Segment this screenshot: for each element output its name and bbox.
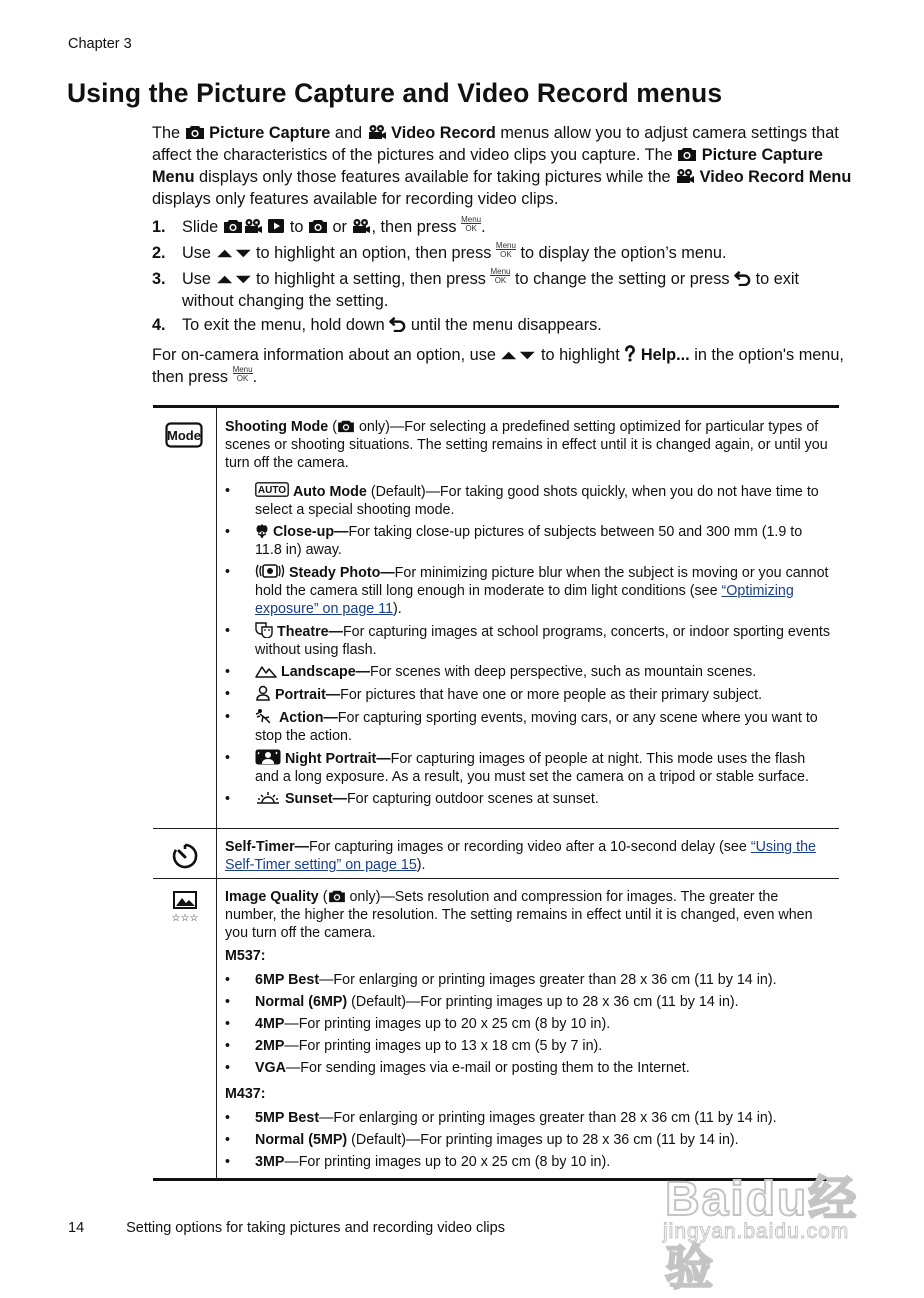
video-camera-icon — [243, 218, 263, 234]
watermark-logo-text: Baidu经验 — [665, 1173, 859, 1295]
auto-mode-icon — [255, 482, 289, 497]
quality-stars: ☆☆☆ — [171, 913, 199, 924]
step-text: to highlight a setting, then press — [256, 270, 486, 288]
list-item: • Night Portrait—For capturing images of people at night. This mode uses the flash and a long exposure. As a result, you must set the camera on a tripod or stable surface. — [225, 749, 831, 786]
list-item: • 5MP Best—For enlarging or printing images greater than 28 x 36 cm (11 by 14 in). — [225, 1109, 831, 1127]
image-quality-icon — [167, 891, 203, 924]
help-text: to highlight — [540, 346, 620, 364]
list-item: • AUTO Auto Mode (Default)—For taking good shots quickly, when you do not have time to select a special shooting mode. — [225, 482, 831, 519]
camera-icon — [223, 218, 243, 234]
mode-icon-label: Mode — [167, 428, 201, 443]
back-arrow-icon — [389, 315, 406, 332]
steady-photo-icon — [255, 563, 285, 579]
step-text: Use — [182, 244, 211, 262]
table-divider — [216, 408, 217, 1178]
up-down-arrows-icon — [216, 247, 252, 260]
camera-icon — [185, 124, 205, 140]
menu-ok-button-icon: Menu OK — [495, 241, 516, 259]
step-text: to display the option’s menu. — [520, 244, 727, 262]
auto-mode-icon-label: • AUTO — [257, 485, 287, 497]
list-item: • Close-up—For taking close-up pictures of subjects between 50 and 300 mm (1.9 to 11.8 in) away. — [225, 523, 831, 559]
optimizing-exposure-link[interactable]: “Optimizing exposure” on page 11 — [255, 583, 794, 617]
footer-title: Setting options for taking pictures and recording video clips — [126, 1220, 505, 1236]
video-record-menu-label: Video Record Menu — [699, 168, 852, 186]
intro-text-4: displays only features available for recording video clips. — [152, 190, 559, 208]
intro-text-1: The — [152, 124, 181, 142]
theatre-masks-icon — [255, 622, 273, 638]
step-1 — [152, 216, 852, 238]
model-m537-heading: M537: — [225, 948, 266, 964]
chapter-label: Chapter 3 — [68, 36, 132, 52]
self-timer-desc: Self-Timer—For capturing images or recording video after a 10-second delay (see “Using the Self-Timer setting” on page 15). — [225, 839, 816, 873]
step-text: to change the setting or press — [515, 270, 730, 288]
video-camera-icon — [675, 168, 695, 184]
step-4 — [152, 314, 852, 336]
video-camera-icon — [367, 124, 387, 140]
sunset-icon — [255, 790, 281, 805]
help-question-icon — [624, 345, 636, 362]
watermark-url: jingyan.baidu.com — [663, 1220, 850, 1243]
step-text: , then press — [371, 218, 457, 236]
list-item: • Portrait—For pictures that have one or more people as their primary subject. — [225, 685, 831, 704]
page-footer — [68, 1220, 505, 1236]
step-text: to exit without changing the setting. — [182, 270, 800, 310]
video-camera-icon — [351, 218, 371, 234]
step-number: 1. — [152, 218, 166, 236]
portrait-person-icon — [255, 685, 271, 701]
step-text: until the menu disappears. — [410, 316, 602, 334]
page-number: 14 — [68, 1220, 85, 1236]
step-text: or — [332, 218, 347, 236]
step-text: Use — [182, 270, 211, 288]
flower-closeup-icon — [255, 524, 269, 538]
mode-icon — [165, 422, 203, 453]
intro-and: and — [334, 124, 363, 142]
intro-text-3: displays only those features available for taking pictures while the — [199, 168, 671, 186]
intro-text-2: menus allow you to adjust camera settings that affect the characteristics of the pictures and video clips you capture. The — [152, 124, 839, 164]
night-portrait-icon — [255, 749, 281, 765]
list-item: • VGA—For sending images via e-mail or posting them to the Internet. — [225, 1059, 831, 1077]
back-arrow-icon — [734, 269, 751, 286]
shooting-mode-cell — [225, 418, 831, 808]
row-divider — [153, 828, 839, 829]
intro-paragraph — [152, 122, 852, 210]
baidu-watermark — [655, 1140, 865, 1295]
list-item: • Normal (5MP) (Default)—For printing images up to 28 x 36 cm (11 by 14 in). — [225, 1131, 831, 1149]
model-m437-heading: M437: — [225, 1086, 266, 1102]
landscape-mountain-icon — [255, 663, 277, 678]
video-record-label: Video Record — [391, 124, 496, 142]
self-timer-icon — [171, 842, 199, 875]
image-quality-desc: Image Quality ( only)—Sets resolution and compression for images. The greater the number, the higher the resolution. The setting remains in effect until it is changed, even when you turn off the camera. — [225, 889, 813, 941]
step-text: Slide — [182, 218, 219, 236]
step-2 — [152, 242, 852, 264]
action-runner-icon — [255, 708, 275, 724]
shooting-mode-desc: Shooting Mode ( only)—For selecting a predefined setting optimized for particular types of scenes or shooting situations. The setting remains in effect until it is changed again, or until you turn off the camera. — [225, 419, 828, 471]
picture-capture-label: Picture Capture — [209, 124, 331, 142]
step-number: 3. — [152, 270, 166, 288]
list-item: • Landscape—For scenes with deep perspective, such as mountain scenes. — [225, 663, 831, 681]
step-text: to — [289, 218, 304, 236]
help-text: . — [252, 368, 258, 386]
menu-ok-button-icon: Menu OK — [490, 267, 511, 285]
step-text: . — [481, 218, 486, 236]
camera-icon — [308, 218, 328, 234]
step-3 — [152, 268, 852, 312]
camera-icon — [328, 889, 346, 903]
camera-icon — [337, 419, 355, 433]
list-item: • 3MP—For printing images up to 20 x 25 cm (8 by 10 in). — [225, 1153, 831, 1171]
list-item: • Action—For capturing sporting events, moving cars, or any scene where you want to stop the action. — [225, 708, 831, 745]
step-number: 2. — [152, 244, 166, 262]
list-item: • 6MP Best—For enlarging or printing images greater than 28 x 36 cm (11 by 14 in). — [225, 971, 831, 989]
self-timer-link[interactable]: “Using the Self-Timer setting” on page 15 — [225, 839, 816, 873]
list-item: • Normal (6MP) (Default)—For printing images up to 28 x 36 cm (11 by 14 in). — [225, 993, 831, 1011]
self-timer-cell — [225, 838, 831, 874]
list-item: • Steady Photo—For minimizing picture blur when the subject is moving or you cannot hold the camera still long enough in moderate to dim light conditions (see “Optimizing exposure” on page 11). — [225, 563, 831, 618]
picture-capture-menu-label: Picture Capture Menu — [152, 146, 823, 186]
step-text: to highlight an option, then press — [256, 244, 492, 262]
settings-table — [153, 405, 839, 1181]
up-down-arrows-icon — [216, 273, 252, 286]
up-down-arrows-icon — [500, 349, 536, 362]
help-text: in the option's menu, then press — [152, 346, 844, 386]
help-label: Help... — [640, 346, 690, 364]
step-text: To exit the menu, hold down — [182, 316, 385, 334]
step-number: 4. — [152, 316, 166, 334]
image-quality-cell — [225, 888, 831, 1171]
list-item: • 2MP—For printing images up to 13 x 18 cm (5 by 7 in). — [225, 1037, 831, 1055]
help-paragraph — [152, 344, 852, 388]
list-item: • Theatre—For capturing images at school programs, concerts, or indoor sporting events without using flash. — [225, 622, 831, 659]
menu-ok-button-icon: Menu OK — [232, 365, 253, 383]
list-item: • Sunset—For capturing outdoor scenes at sunset. — [225, 790, 831, 808]
row-divider — [153, 878, 839, 879]
help-text: For on-camera information about an option, use — [152, 346, 496, 364]
playback-icon — [267, 218, 285, 234]
menu-ok-button-icon: Menu OK — [461, 215, 482, 233]
list-item: • 4MP—For printing images up to 20 x 25 cm (8 by 10 in). — [225, 1015, 831, 1033]
camera-icon — [677, 146, 697, 162]
page-title: Using the Picture Capture and Video Record menus — [67, 78, 723, 108]
